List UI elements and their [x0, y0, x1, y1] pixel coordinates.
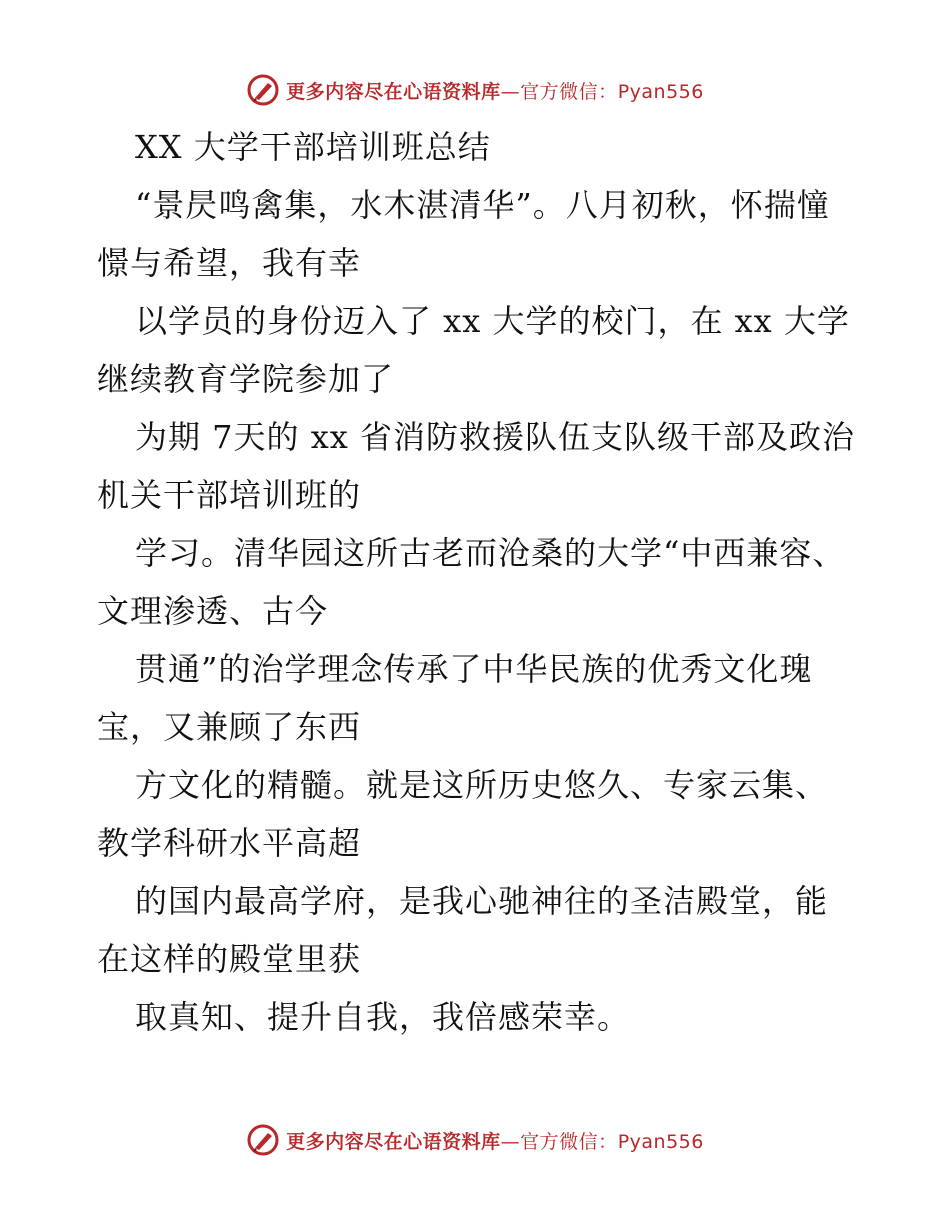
paragraph: 学习。清华园这所古老而沧桑的大学“中西兼容、文理渗透、古今 [97, 534, 846, 630]
header-banner [0, 70, 950, 110]
banner-separator: — [500, 1130, 521, 1153]
document-body [97, 118, 857, 1046]
banner-slogan: 更多内容尽在心语资料库 [286, 1130, 501, 1153]
pen-logo-icon [246, 73, 280, 107]
banner-wechat-label: 官方微信： [520, 1130, 618, 1153]
banner-wechat-label: 官方微信： [520, 80, 618, 103]
paragraph: “景昃鸣禽集，水木湛清华”。八月初秋，怀揣憧憬与希望，我有幸 [97, 186, 830, 282]
banner-separator: — [500, 80, 521, 103]
pen-logo-icon [246, 1123, 280, 1157]
banner-slogan: 更多内容尽在心语资料库 [286, 80, 501, 103]
paragraph: 取真知、提升自我，我倍感荣幸。 [135, 998, 631, 1036]
paragraph: 的国内最高学府，是我心驰神往的圣洁殿堂，能在这样的殿堂里获 [97, 882, 829, 978]
footer-banner [0, 1120, 950, 1160]
paragraph: 以学员的身份迈入了 xx 大学的校门，在 xx 大学继续教育学院参加了 [97, 302, 850, 398]
paragraph: 贯通”的治学理念传承了中华民族的优秀文化瑰宝，又兼顾了东西 [97, 650, 813, 746]
paragraph: 方文化的精髓。就是这所历史悠久、专家云集、教学科研水平高超 [97, 766, 829, 862]
paragraph: 为期 7天的 xx 省消防救援队伍支队级干部及政治机关干部培训班的 [97, 418, 855, 514]
document-title: XX 大学干部培训班总结 [135, 128, 491, 166]
banner-wechat-id: Pyan556 [617, 1130, 704, 1153]
banner-wechat-id: Pyan556 [617, 80, 704, 103]
